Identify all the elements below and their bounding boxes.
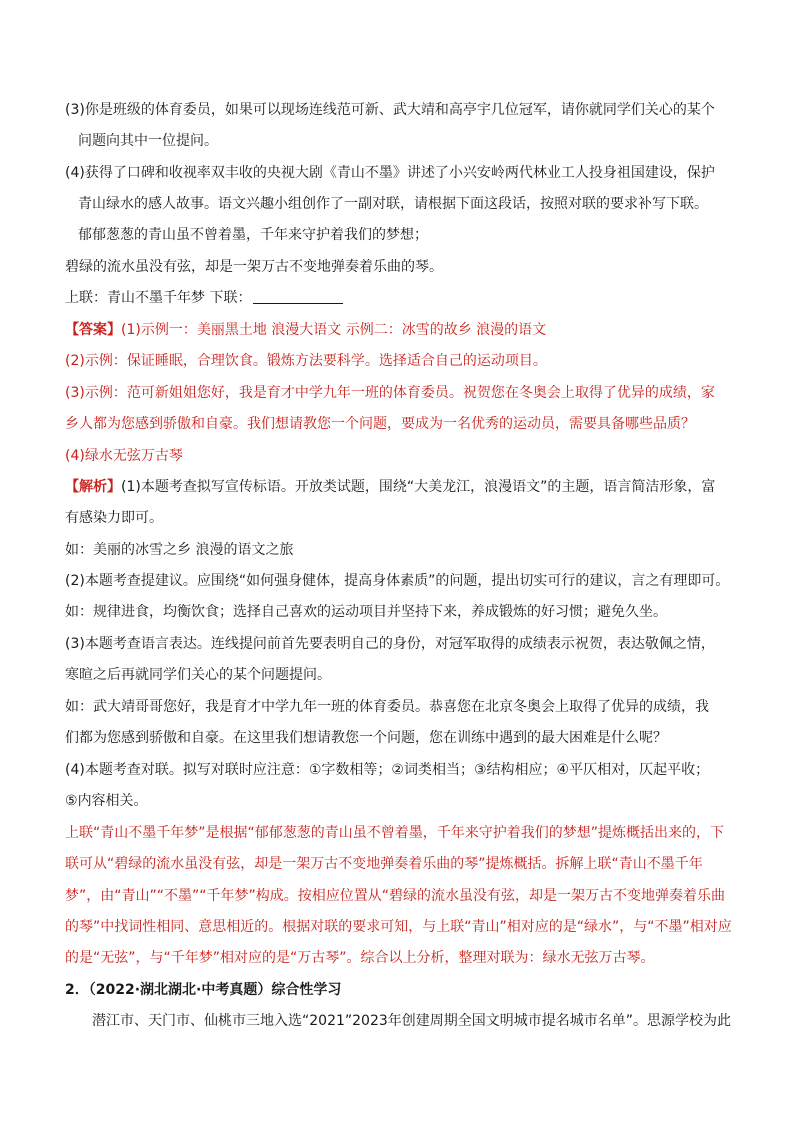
analysis-3-example-2: 们都为您感到骄傲和自豪。在这里我们想请教您一个问题，您在训练中遇到的最大困难是什么呢？ xyxy=(65,730,667,746)
analysis-1-text: (1)本题考查拟写宣传标语。开放类试题，围绕“大美龙江，浪漫语文”的主题，语言简洁形象，富 xyxy=(121,479,716,495)
q4-line-1: (4)获得了口碑和收视率双丰收的央视大剧《青山不墨》讲述了小兴安岭两代林业工人投身祖国建设，保护 xyxy=(65,165,715,181)
reasoning-line-1: 上联“青山不墨千年梦”是根据“郁郁葱葱的青山虽不曾着墨，千年来守护着我们的梦想”提炼概括出来的，下 xyxy=(65,825,725,841)
answer-tag: 【答案】 xyxy=(65,322,121,338)
answer-3-line-1: (3)示例：范可新姐姐您好，我是育才中学九年一班的体育委员。祝贺您在冬奥会上取得了优异的成绩，家 xyxy=(65,385,715,401)
rule-4-marker: ④ xyxy=(556,762,570,778)
analysis-line-1 xyxy=(65,476,735,498)
answer-line-1 xyxy=(65,319,735,341)
analysis-4-line-2 xyxy=(65,790,735,812)
q4-line-2: 青山绿水的感人故事。语文兴趣小组创作了一副对联，请根据下面这段话，按照对联的要求补写下联。 xyxy=(78,196,708,212)
q4-line-3: 郁郁葱葱的青山虽不曾着墨，千年来守护着我们的梦想； xyxy=(78,227,428,243)
rule-2: 词类相当； xyxy=(403,762,474,778)
rule-4: 平仄相对，仄起平收； xyxy=(569,762,710,778)
rule-5-marker: ⑤ xyxy=(65,793,78,809)
reasoning-line-2: 联可从“碧绿的流水虽没有弦，却是一架万古不变地弹奏着乐曲的琴”提炼概括。拆解上联“青山不墨千年 xyxy=(65,856,703,872)
reasoning-line-4: 的琴”中找词性相同、意思相近的。根据对联的要求可知，与上联“青山”相对应的是“绿水”，与“不墨”相对应 xyxy=(65,919,732,935)
answer-3-line-2: 乡人都为您感到骄傲和自豪。我们想请教您一个问题，要成为一名优秀的运动员，需要具备哪些品质？ xyxy=(65,416,695,432)
rule-2-marker: ② xyxy=(391,762,404,778)
analysis-4-text: (4)本题考查对联。拟写对联时应注意： xyxy=(65,762,309,778)
answer-blank xyxy=(253,289,343,304)
analysis-1-example: 如：美丽的冰雪之乡 浪漫的语文之旅 xyxy=(65,542,294,558)
analysis-3-example-1: 如：武大靖哥哥您好，我是育才中学九年一班的体育委员。恭喜您在北京冬奥会上取得了优异的成绩，我 xyxy=(65,699,709,715)
question-2-line-1: 潜江市、天门市、仙桃市三地入选“2021”2023年创建周期全国文明城市提名城市名单”。思源学校为此 xyxy=(92,1013,732,1029)
rule-3: 结构相应； xyxy=(486,762,557,778)
reasoning-line-5: 的是“无弦”，与“千年梦”相对应的是“万古琴”。综合以上分析，整理对联为：绿水无弦万古琴。 xyxy=(65,950,655,966)
reasoning-line-3: 梦”，由“青山”“不墨”“千年梦”构成。按相应位置从“碧绿的流水虽没有弦，却是一架万古不变地弹奏着乐曲 xyxy=(65,888,726,904)
question-2-header: 2．（2022·湖北湖北·中考真题）综合性学习 xyxy=(65,982,342,998)
analysis-3-line-2: 寒暄之后再就同学们关心的某个问题提问。 xyxy=(65,667,331,683)
couplet-prompt: 上联：青山不墨千年梦 下联： xyxy=(65,290,252,306)
answer-4: (4)绿水无弦万古琴 xyxy=(65,448,183,464)
rule-5: 内容相关。 xyxy=(77,793,148,809)
rule-3-marker: ③ xyxy=(473,762,487,778)
q4-line-4: 碧绿的流水虽没有弦，却是一架万古不变地弹奏着乐曲的琴。 xyxy=(65,259,443,275)
q3-line-2: 问题向其中一位提问。 xyxy=(78,133,218,149)
analysis-1-line-2: 有感染力即可。 xyxy=(65,510,163,526)
answer-1: (1)示例一：美丽黑土地 浪漫大语文 示例二：冰雪的故乡 浪漫的语文 xyxy=(121,322,547,338)
analysis-2-example: 如：规律进食，均衡饮食；选择自己喜欢的运动项目并坚持下来，养成锻炼的好习惯；避免久坐。 xyxy=(65,604,667,620)
q3-line-1: (3)你是班级的体育委员，如果可以现场连线范可新、武大靖和高亭宇几位冠军，请你就同学们关心的某个 xyxy=(65,102,715,118)
analysis-3-line-1: (3)本题考查语言表达。连线提问前首先要表明自己的身份，对冠军取得的成绩表示祝贺，表达敬佩之情， xyxy=(65,636,715,652)
answer-2: (2)示例：保证睡眠，合理饮食。锻炼方法要科学。选择适合自己的运动项目。 xyxy=(65,353,547,369)
rule-1: 字数相等； xyxy=(321,762,392,778)
q4-line-5 xyxy=(65,287,735,309)
rule-1-marker: ① xyxy=(308,762,322,778)
analysis-tag: 【解析】 xyxy=(65,479,121,495)
analysis-4-line-1 xyxy=(65,759,735,781)
analysis-2: (2)本题考查提建议。应围绕“如何强身健体，提高身体素质”的问题，提出切实可行的建议，言之有理即可。 xyxy=(65,573,730,589)
